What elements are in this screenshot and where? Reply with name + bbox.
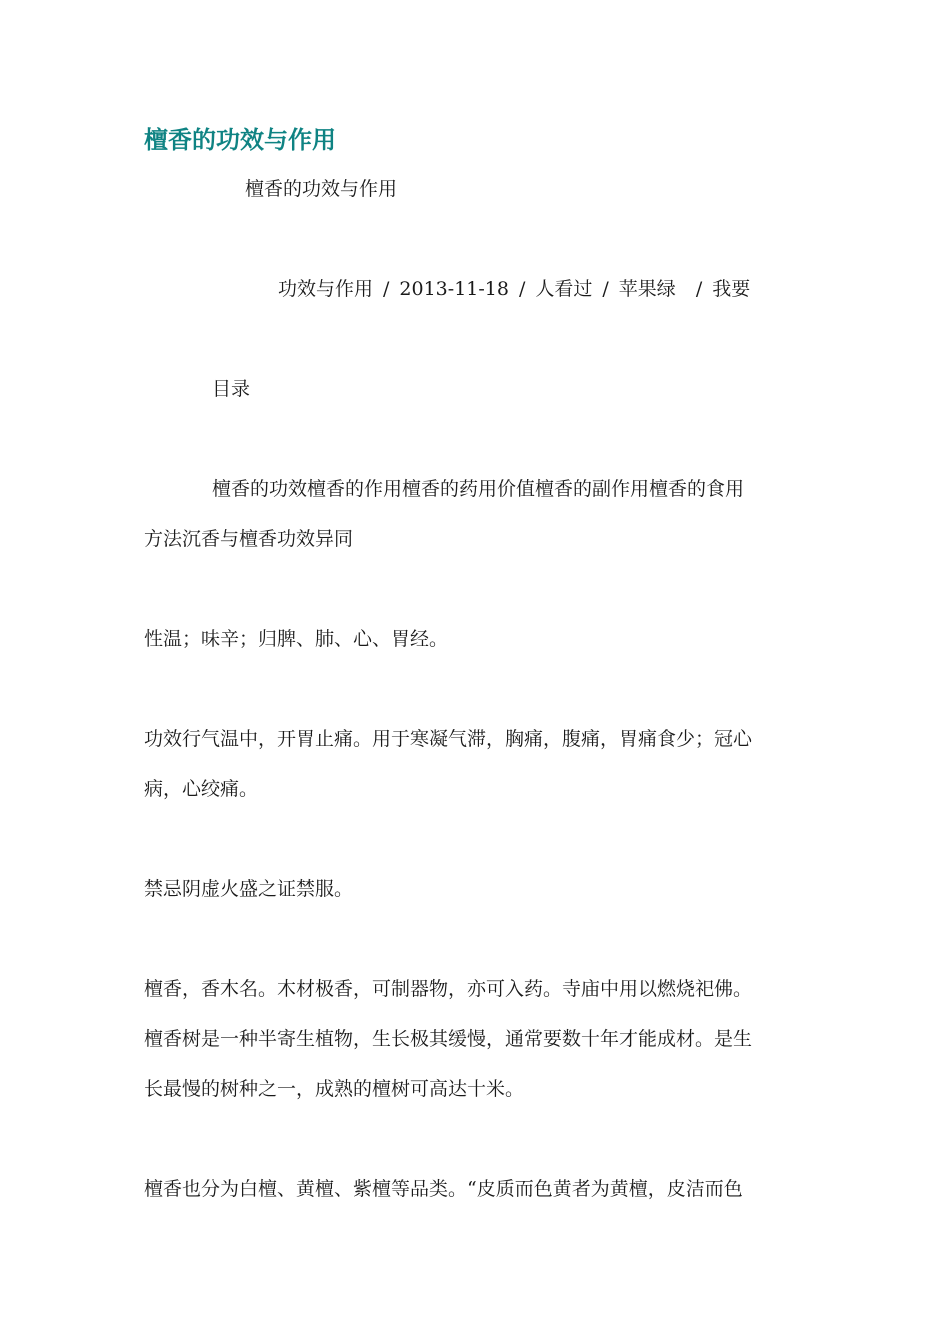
efficacy-line: 功效行气温中，开胃止痛。用于寒凝气滞，胸痛，腹痛，胃痛食少；冠心 (144, 728, 753, 750)
toc-line: 方法沉香与檀香功效异同 (144, 528, 354, 550)
article-meta (278, 264, 750, 314)
description-paragraph (144, 964, 808, 1114)
description-line: 檀香树是一种半寄生植物，生长极其缓慢，通常要数十年才能成材。是生 (144, 1028, 753, 1050)
meta-separator: / (695, 278, 703, 300)
document-subtitle: 檀香的功效与作用 (245, 178, 398, 200)
efficacy-line: 病，心绞痛。 (144, 778, 259, 800)
meta-separator: / (602, 278, 609, 300)
meta-date: 2013-11-18 (399, 278, 509, 300)
document-heading: 檀香的功效与作用 (144, 126, 336, 154)
description-line: 檀香，香木名。木材极香，可制器物，亦可入药。寺庙中用以燃烧祀佛。 (144, 978, 753, 1000)
contraindication-paragraph: 禁忌阴虚火盛之证禁服。 (144, 878, 354, 900)
efficacy-paragraph (144, 714, 808, 814)
toc-line: 檀香的功效檀香的作用檀香的药用价值檀香的副作用檀香的食用 (212, 478, 745, 500)
meta-author: 苹果绿 (618, 278, 676, 300)
meta-separator: / (383, 278, 390, 300)
meta-category: 功效与作用 (278, 278, 374, 300)
meta-separator: / (518, 278, 526, 300)
meta-action: 我要 (712, 278, 751, 300)
meta-views: 人看过 (535, 278, 593, 300)
toc-paragraph (144, 464, 808, 564)
nature-paragraph: 性温；味辛；归脾、肺、心、胃经。 (144, 628, 449, 650)
toc-title: 目录 (212, 378, 251, 400)
description-line: 长最慢的树种之一，成熟的檀树可高达十米。 (144, 1078, 525, 1100)
types-paragraph: 檀香也分为白檀、黄檀、紫檀等品类。“皮质而色黄者为黄檀，皮洁而色 (144, 1178, 743, 1200)
